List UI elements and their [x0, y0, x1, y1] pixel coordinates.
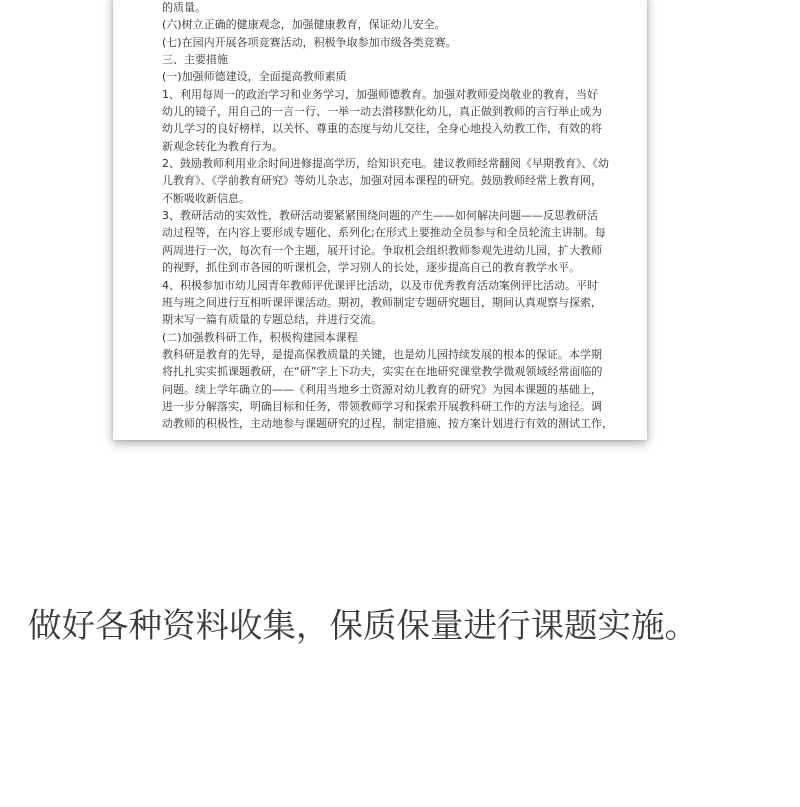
- text-line: 幼儿学习的良好榜样，以关怀、尊重的态度与幼儿交往，全身心地投入幼教工作，有效的将: [162, 122, 602, 136]
- text-line: 教科研是教育的先导，是提高保教质量的关键，也是幼儿园持续发展的根本的保证。本学期: [162, 347, 602, 361]
- subsection-heading: (一)加强师德建设，全面提高教师素质: [162, 70, 347, 84]
- text-line: 2、鼓励教师利用业余时间进修提高学历，给知识充电。建议教师经常翻阅《早期教育》、《幼: [162, 157, 609, 171]
- caption-text: 做好各种资料收集，保质保量进行课题实施。: [28, 606, 698, 645]
- text-line: 将扎扎实实抓课题教研，在“研”字上下功夫，实实在在地研究课堂教学微观领域经常面临的: [162, 365, 603, 379]
- document-page: [113, 0, 647, 440]
- text-line: 4、积极参加市幼儿园青年教师评优课评比活动，以及市优秀教育活动案例评比活动。平时: [162, 278, 598, 292]
- text-line: 问题。续上学年确立的——《利用当地乡土资源对幼儿教育的研究》为园本课题的基础上，: [162, 382, 602, 396]
- text-line: 进一步分解落实，明确目标和任务，带领教师学习和探索开展教科研工作的方法与途径。调: [162, 399, 602, 413]
- text-line: 1、利用每周一的政治学习和业务学习，加强师德教育。加强对教师爱岗敬业的教育，当好: [162, 87, 598, 101]
- text-line: 班与班之间进行互相听课评课活动。期初，教师制定专题研究题目，期间认真观察与探索，: [162, 295, 602, 309]
- text-line: 期末写一篇有质量的专题总结，并进行交流。: [162, 313, 382, 327]
- text-line: 动过程等，在内容上要形成专题化、系列化;在形式上要推动全员参与和全员轮流主讲制。每: [162, 226, 606, 240]
- text-line: 幼儿的镜子，用自己的一言一行、一举一动去潜移默化幼儿，真正做到教师的言行举止成为: [162, 105, 602, 119]
- section-heading: 三、主要措施: [162, 53, 228, 67]
- text-line: 3、教研活动的实效性，教研活动要紧紧围绕问题的产生——如何解决问题——反思教研活: [162, 209, 598, 223]
- text-line: 新观念转化为教育行为。: [162, 139, 283, 153]
- document-body: [162, 0, 637, 433]
- text-line: 的视野，抓住到市各园的听课机会，学习别人的长处，逐步提高自己的教育教学水平。: [162, 261, 580, 275]
- text-line: 动教师的积极性，主动地参与课题研究的过程，制定措施、按方案计划进行有效的测试工作，: [162, 417, 613, 431]
- text-line: (七)在园内开展各项竞赛活动，积极争取参加市级各类竞赛。: [162, 35, 457, 49]
- text-line: 儿教育》、《学前教育研究》等幼儿杂志，加强对园本课程的研究。鼓励教师经常上教育网，: [162, 174, 602, 188]
- text-line: 两周进行一次，每次有一个主题，展开讨论。争取机会组织教师参观先进幼儿园，扩大教师: [162, 243, 602, 257]
- text-line: (六)树立正确的健康观念，加强健康教育，保证幼儿安全。: [162, 18, 446, 32]
- text-line: 不断吸收新信息。: [162, 191, 250, 205]
- subsection-heading: (二)加强教科研工作，积极构建园本课程: [162, 330, 358, 344]
- text-line: 的质量。: [162, 1, 206, 14]
